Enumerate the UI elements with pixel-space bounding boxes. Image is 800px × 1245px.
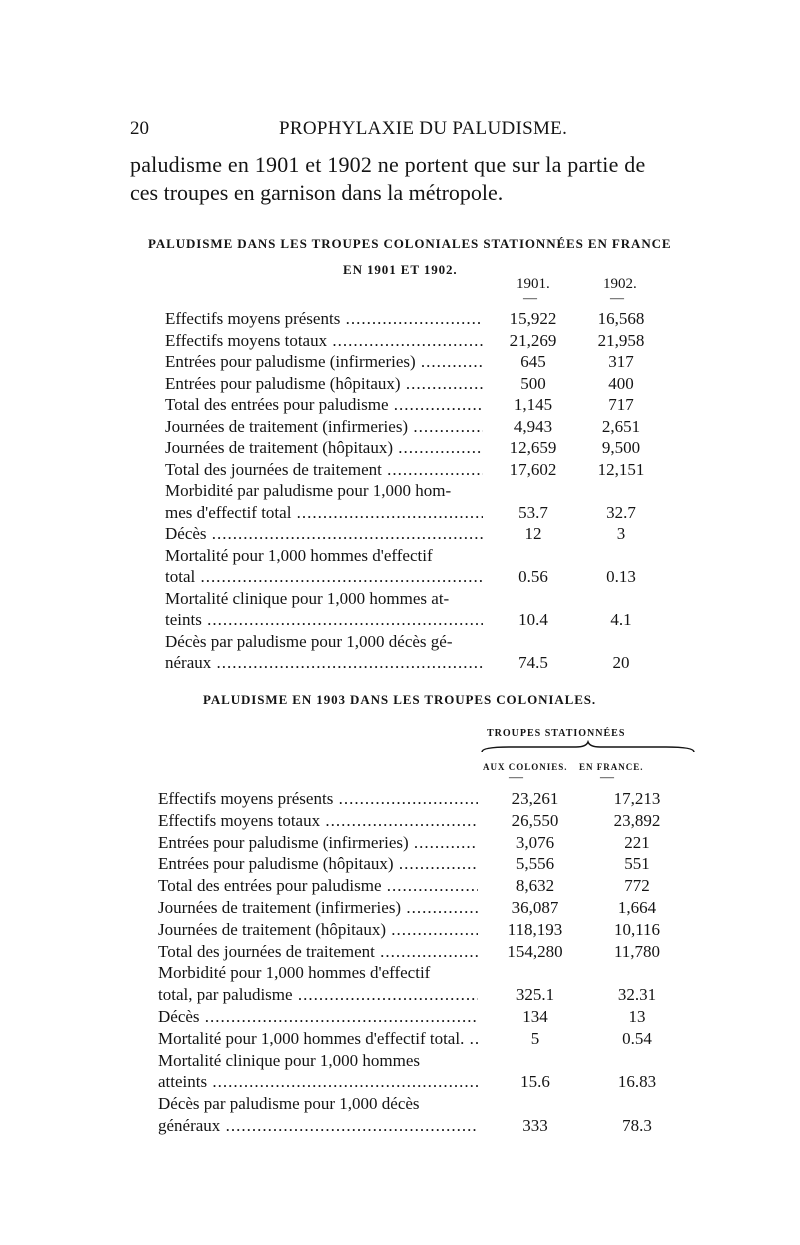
table-row <box>0 565 800 589</box>
table-row <box>0 651 800 675</box>
row-value-1: 53.7 <box>518 502 548 522</box>
intro-line-2: ces troupes en garnison dans la métropole. <box>130 180 504 205</box>
table-row <box>0 961 800 985</box>
table-row <box>0 787 800 811</box>
row-value-2: 78.3 <box>622 1116 652 1135</box>
table-row <box>0 458 800 482</box>
row-label: Journées de traitement (infirmeries) ..... <box>158 896 478 920</box>
row-value-2: 221 <box>624 832 650 852</box>
row-label: Mortalité clinique pour 1,000 hommes <box>158 1050 421 1070</box>
row-value-1: 17,602 <box>509 459 557 479</box>
row-value-2: 17,213 <box>613 789 661 808</box>
table2-group-header: TROUPES STATIONNÉES <box>487 728 626 739</box>
row-value-1: 154,280 <box>507 941 563 961</box>
row-value-2: 21,958 <box>597 330 645 350</box>
row-value-2: 32.31 <box>617 985 657 1005</box>
table-row <box>0 415 800 439</box>
table-row <box>0 1114 800 1138</box>
table-row <box>0 630 800 654</box>
row-value-2: 32.7 <box>606 502 636 522</box>
row-value-2: 13 <box>628 1007 646 1026</box>
table-row <box>0 544 800 568</box>
row-value-1: 325.1 <box>515 985 555 1005</box>
row-value-2: 551 <box>624 854 650 874</box>
row-label: Total des journées de traitement ..... <box>165 458 483 482</box>
row-value-2: 1,664 <box>617 898 657 917</box>
table-row <box>0 501 800 525</box>
row-label: néraux ..... <box>165 651 483 675</box>
row-label: Journées de traitement (hôpitaux) ..... <box>158 918 478 942</box>
row-value-2: 4.1 <box>610 610 632 629</box>
row-label: généraux ..... <box>158 1114 478 1138</box>
row-value-1: 8,632 <box>515 876 555 896</box>
row-value-2: 16,568 <box>597 309 645 328</box>
table-row <box>0 479 800 503</box>
row-value-1: 10.4 <box>518 610 548 629</box>
row-value-2: 3 <box>616 524 626 543</box>
table-row <box>0 983 800 1007</box>
row-value-1: 23,261 <box>511 789 559 808</box>
running-title: PROPHYLAXIE DU PALUDISME. <box>279 118 568 139</box>
table-row <box>0 918 800 942</box>
row-value-2: 2,651 <box>601 416 641 436</box>
row-label: Décès par paludisme pour 1,000 décès <box>158 1094 420 1114</box>
table2-col-colonies: AUX COLONIES. <box>483 762 568 772</box>
table-row <box>0 940 800 964</box>
row-value-2: 20 <box>612 653 630 672</box>
row-value-2: 10,116 <box>613 919 661 939</box>
row-label: Effectifs moyens totaux ..... <box>158 809 478 833</box>
row-value-1: 4,943 <box>513 416 553 436</box>
row-label: Morbidité pour 1,000 hommes d'effectif <box>158 963 431 983</box>
table-row <box>0 1005 800 1029</box>
row-value-1: 118,193 <box>507 919 563 939</box>
row-label: Effectifs moyens présents ..... <box>165 307 483 331</box>
row-label: Total des entrées pour paludisme ..... <box>165 393 483 417</box>
row-label: Mortalité clinique pour 1,000 hommes at- <box>165 588 450 608</box>
row-value-2: 16.83 <box>617 1072 657 1092</box>
row-value-1: 500 <box>520 373 546 393</box>
table-row <box>0 372 800 396</box>
table2-dash-2: — <box>600 770 614 785</box>
row-value-1: 134 <box>522 1007 548 1026</box>
table-row <box>0 608 800 632</box>
row-label: mes d'effectif total ..... <box>165 501 483 525</box>
table-row <box>0 831 800 855</box>
row-value-1: 21,269 <box>509 330 557 350</box>
table1-dash-2: — <box>610 291 624 306</box>
row-label: Journées de traitement (infirmeries) ..... <box>165 415 483 439</box>
row-value-1: 74.5 <box>518 653 548 672</box>
table-row <box>0 1092 800 1116</box>
row-label: Entrées pour paludisme (infirmeries) ..... <box>165 350 483 374</box>
row-label: Morbidité par paludisme pour 1,000 hom- <box>165 481 452 500</box>
row-value-2: 400 <box>608 373 634 393</box>
table-row <box>0 809 800 833</box>
row-label: Journées de traitement (hôpitaux) ..... <box>165 436 483 460</box>
table1-col-1901: 1901. <box>516 276 550 292</box>
row-value-2: 0.54 <box>622 1028 652 1048</box>
table2-col-france: EN FRANCE. <box>579 762 644 772</box>
row-value-1: 26,550 <box>511 810 559 830</box>
row-value-1: 12 <box>524 524 542 543</box>
row-label: Total des journées de traitement ..... <box>158 940 478 964</box>
table1-title-line1: PALUDISME DANS LES TROUPES COLONIALES STATIONNÉES EN FRANCE <box>148 236 672 251</box>
row-label: Effectifs moyens présents ..... <box>158 787 478 811</box>
row-value-2: 12,151 <box>597 459 645 479</box>
row-label: atteints ..... <box>158 1070 478 1094</box>
table1-col-1902: 1902. <box>603 276 637 292</box>
row-value-2: 11,780 <box>613 941 661 961</box>
row-value-1: 1,145 <box>513 395 553 414</box>
table-row <box>0 393 800 417</box>
row-label: total, par paludisme ..... <box>158 983 478 1007</box>
table-row <box>0 329 800 353</box>
row-label: total ..... <box>165 565 483 589</box>
row-value-1: 5,556 <box>515 854 555 874</box>
row-value-2: 23,892 <box>613 810 661 830</box>
row-label: Entrées pour paludisme (hôpitaux) ..... <box>165 372 483 396</box>
row-value-2: 0.13 <box>606 567 636 586</box>
row-value-1: 5 <box>530 1028 540 1048</box>
table-row <box>0 436 800 460</box>
row-label: Total des entrées pour paludisme ..... <box>158 874 478 898</box>
row-label: teints ..... <box>165 608 483 632</box>
row-label: Décès par paludisme pour 1,000 décès gé- <box>165 631 453 651</box>
row-label: Entrées pour paludisme (hôpitaux) ..... <box>158 852 478 876</box>
row-label: Mortalité pour 1,000 hommes d'effectif total. ..... <box>158 1027 478 1051</box>
table-row <box>0 1049 800 1073</box>
row-value-1: 333 <box>522 1116 548 1135</box>
row-value-1: 12,659 <box>509 438 557 457</box>
row-label: Effectifs moyens totaux ..... <box>165 329 483 353</box>
row-value-2: 717 <box>608 395 634 414</box>
table1-title-line2: EN 1901 ET 1902. <box>343 262 458 277</box>
intro-line-1: paludisme en 1901 et 1902 ne portent que sur la partie de <box>130 152 646 177</box>
row-value-1: 645 <box>520 352 546 371</box>
row-value-2: 9,500 <box>601 438 641 457</box>
row-value-1: 15.6 <box>520 1072 550 1092</box>
table2-dash-1: — <box>509 770 523 785</box>
row-label: Entrées pour paludisme (infirmeries) ..... <box>158 831 478 855</box>
table-row <box>0 1027 800 1051</box>
page-number: 20 <box>130 118 149 139</box>
table-row <box>0 350 800 374</box>
row-label: Mortalité pour 1,000 hommes d'effectif <box>165 545 433 565</box>
table2-brace <box>480 740 696 754</box>
row-value-1: 15,922 <box>509 309 557 328</box>
table2-title: PALUDISME EN 1903 DANS LES TROUPES COLONIALES. <box>203 692 597 707</box>
row-label: Décès ..... <box>165 522 483 546</box>
table-row <box>0 307 800 331</box>
row-value-1: 3,076 <box>515 832 555 852</box>
table1-dash-1: — <box>523 291 537 306</box>
table-row <box>0 1070 800 1094</box>
row-label: Décès ..... <box>158 1005 478 1029</box>
row-value-2: 317 <box>608 352 634 371</box>
row-value-1: 0.56 <box>518 567 548 586</box>
table-row <box>0 874 800 898</box>
table-row <box>0 896 800 920</box>
table-row <box>0 587 800 611</box>
row-value-1: 36,087 <box>511 898 559 917</box>
table-row <box>0 522 800 546</box>
row-value-2: 772 <box>624 876 650 896</box>
table-row <box>0 852 800 876</box>
